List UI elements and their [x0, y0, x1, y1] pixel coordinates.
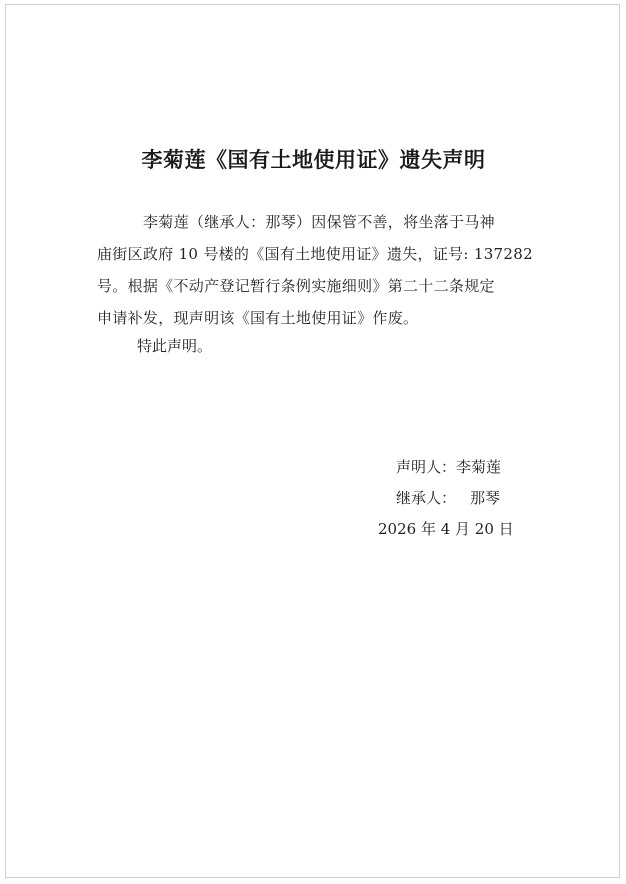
- statement-paragraph: [97, 206, 537, 334]
- heir-name: 那琴: [470, 489, 501, 507]
- heir-line: [378, 483, 514, 514]
- closing-statement: 特此声明。: [137, 337, 213, 355]
- declarant-label: 声明人：: [396, 458, 457, 476]
- signature-date: 2026 年 4 月 20 日: [378, 520, 514, 538]
- paragraph-line: 号。根据《不动产登记暂行条例实施细则》第二十二条规定: [97, 277, 495, 295]
- paragraph-line: 庙街区政府 10 号楼的《国有土地使用证》遗失，证号: 137282: [97, 245, 533, 263]
- paragraph-line: 李菊莲（继承人：那琴）因保管不善，将坐落于马神: [143, 213, 495, 231]
- page-title: 李菊莲《国有土地使用证》遗失声明: [141, 147, 486, 172]
- declarant-line: [378, 452, 514, 483]
- heir-label: 继承人：: [396, 489, 457, 507]
- paragraph-line: 申请补发，现声明该《国有土地使用证》作废。: [97, 309, 419, 327]
- declarant-name: 李菊莲: [456, 458, 502, 476]
- document-page: [5, 4, 620, 878]
- signature-block: [378, 452, 514, 545]
